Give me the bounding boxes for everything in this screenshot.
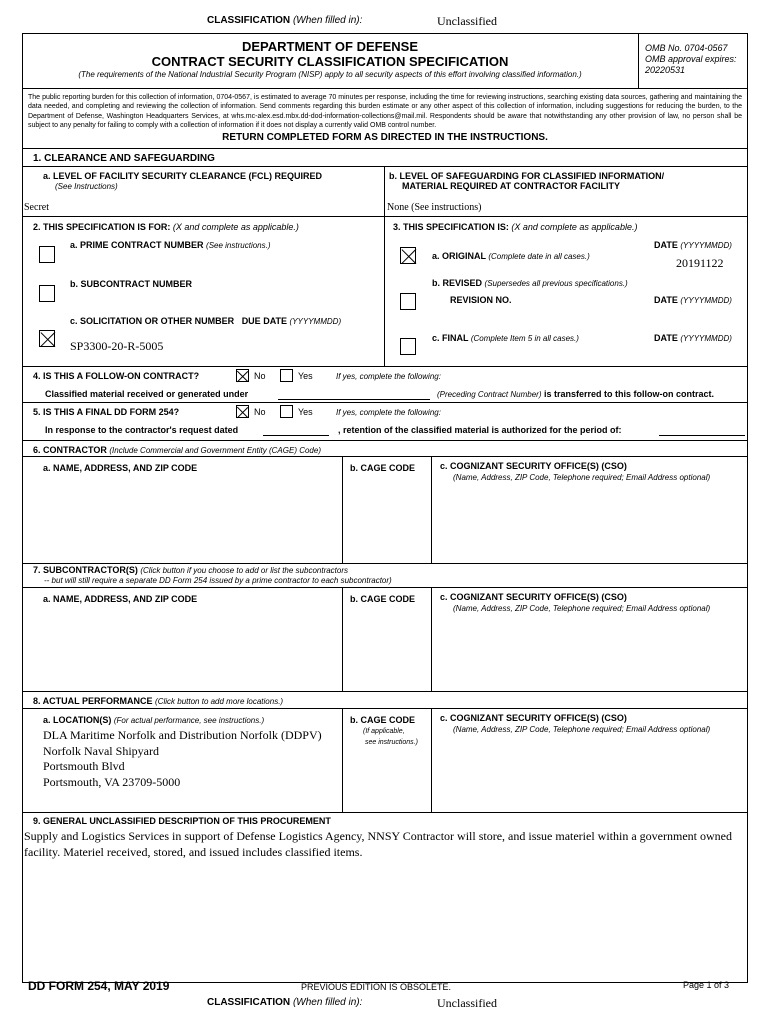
department-title: DEPARTMENT OF DEFENSE <box>242 39 418 54</box>
final-dd254-no-checkbox[interactable] <box>236 405 249 418</box>
performance-cso-label: c. COGNIZANT SECURITY OFFICE(S) (CSO) <box>440 713 627 723</box>
follow-on-line-label: Classified material received or generated under <box>45 389 249 399</box>
revised-checkbox[interactable] <box>400 293 416 310</box>
solicitation-check-mark <box>40 331 54 346</box>
request-date-field[interactable] <box>263 427 329 436</box>
revised-label: b. REVISED (Supersedes all previous specifications.) <box>432 278 628 288</box>
final-label: c. FINAL (Complete Item 5 in all cases.) <box>432 333 579 343</box>
final-dd254-yes-checkbox[interactable] <box>280 405 293 418</box>
follow-on-no-checkbox[interactable] <box>236 369 249 382</box>
safeguarding-label-line1: b. LEVEL OF SAFEGUARDING FOR CLASSIFIED INFORMATION/ <box>389 171 665 181</box>
burden-statement: The public reporting burden for this collection of information, 0704-0567, is estimated to average 70 minutes per response, including the time for reviewing instructions, searching existing data sources, gathering and maintaining the data needed, and completing and reviewing the collection of information. Send comments regarding this burden estimate or any other aspect of this collection of information, including suggestions for reducing the burden, to the Department of Defense, Washington Headquarters Services, at whs.mc-alex.esd.mbx.dd-dod-information-collections@mail.mil. Respondents should be aware that notwithstanding any other provision of law, no person shall be subject to any penalty for failing to comply with a collection of information if it does not display a currently valid OMB control number. <box>28 94 742 129</box>
contractor-cage-label: b. CAGE CODE <box>350 463 416 473</box>
final-dd254-yes-label: Yes <box>298 407 313 417</box>
contractor-cso-label: c. COGNIZANT SECURITY OFFICE(S) (CSO) <box>440 461 627 471</box>
final-dd254-no-check-mark <box>237 406 248 417</box>
form-subtitle: (The requirements of the National Industrial Security Program (NISP) apply to all security aspects of this effort involving classified information.) <box>78 70 582 79</box>
final-checkbox[interactable] <box>400 338 416 355</box>
follow-on-question: 4. IS THIS A FOLLOW-ON CONTRACT? <box>33 371 200 381</box>
original-checkbox[interactable] <box>400 247 416 264</box>
prime-contract-label: a. PRIME CONTRACT NUMBER (See instructions.) <box>70 240 271 250</box>
contractor-request-label: In response to the contractor's request dated <box>45 425 239 435</box>
location-label: a. LOCATION(S) (For actual performance, see instructions.) <box>43 715 265 725</box>
revised-date-label: DATE (YYYYMMDD) <box>654 295 732 305</box>
follow-on-if-yes: If yes, complete the following: <box>336 372 441 381</box>
performance-cage-note-1: (If applicable, <box>363 728 405 735</box>
section-9-title: 9. GENERAL UNCLASSIFIED DESCRIPTION OF THIS PROCUREMENT <box>33 816 331 826</box>
performance-cage-note-2: see instructions.) <box>365 739 418 746</box>
subcontract-checkbox[interactable] <box>39 285 55 302</box>
section-3-title: 3. THIS SPECIFICATION IS: (X and complete as applicable.) <box>393 222 638 232</box>
final-dd254-no-label: No <box>254 407 266 417</box>
performance-cso-note: (Name, Address, ZIP Code, Telephone required; Email Address optional) <box>453 725 711 734</box>
obsolete-notice: PREVIOUS EDITION IS OBSOLETE. <box>301 982 452 992</box>
footer-classification-label: CLASSIFICATION (When filled in): <box>207 997 363 1008</box>
fcl-label: a. LEVEL OF FACILITY SECURITY CLEARANCE (FCL) REQUIRED <box>43 171 323 181</box>
follow-on-yes-label: Yes <box>298 371 313 381</box>
subcontract-label: b. SUBCONTRACT NUMBER <box>70 279 192 289</box>
subcontractor-name-label: a. NAME, ADDRESS, AND ZIP CODE <box>43 594 198 604</box>
solicitation-label: c. SOLICITATION OR OTHER NUMBER DUE DATE (YYYYMMDD) <box>70 316 342 326</box>
omb-info: OMB No. 0704-0567 OMB approval expires: 20220531 <box>645 43 737 75</box>
section-8-title: 8. ACTUAL PERFORMANCE (Click button to add more locations.) <box>33 696 284 706</box>
fcl-instructions: (See Instructions) <box>55 182 118 191</box>
contractor-cso-note: (Name, Address, ZIP Code, Telephone required; Email Address optional) <box>453 473 711 482</box>
page-number: Page 1 of 3 <box>683 980 730 990</box>
form-number: DD FORM 254, MAY 2019 <box>28 979 170 993</box>
subcontractor-cage-label: b. CAGE CODE <box>350 594 416 604</box>
footer-classification-value: Unclassified <box>437 996 497 1010</box>
section-7-title: 7. SUBCONTRACTOR(S) (Click button if you choose to add or list the subcontractors <box>33 565 349 575</box>
classification-label: CLASSIFICATION (When filled in): <box>207 15 363 26</box>
safeguarding-value[interactable]: None (See instructions) <box>387 202 482 213</box>
return-instructions: RETURN COMPLETED FORM AS DIRECTED IN THE INSTRUCTIONS. <box>222 132 548 143</box>
preceding-contract-field[interactable] <box>278 391 430 400</box>
solicitation-number[interactable]: SP3300-20-R-5005 <box>70 339 164 353</box>
performance-cage-label: b. CAGE CODE <box>350 715 416 725</box>
retention-period-field[interactable] <box>659 427 745 436</box>
original-label: a. ORIGINAL (Complete date in all cases.) <box>432 251 590 261</box>
subcontractor-cso-note: (Name, Address, ZIP Code, Telephone required; Email Address optional) <box>453 604 711 613</box>
original-date-label: DATE (YYYYMMDD) <box>654 240 732 250</box>
procurement-description[interactable]: Supply and Logistics Services in support of Defense Logistics Agency, NNSY Contractor will store, and issue materiel within a government owned facility. Materiel received, stored, and issued includes classified items. <box>24 829 732 859</box>
fcl-value[interactable]: Secret <box>24 202 49 213</box>
original-check-mark <box>401 248 415 263</box>
contractor-name-label: a. NAME, ADDRESS, AND ZIP CODE <box>43 463 198 473</box>
section-1-title: 1. CLEARANCE AND SAFEGUARDING <box>33 153 215 164</box>
safeguarding-label-line2: MATERIAL REQUIRED AT CONTRACTOR FACILITY <box>402 181 620 191</box>
prime-contract-checkbox[interactable] <box>39 246 55 263</box>
location-value[interactable]: DLA Maritime Norfolk and Distribution Norfolk (DDPV) Norfolk Naval Shipyard Portsmouth Blvd Portsmouth, VA 23709-5000 <box>43 728 322 789</box>
follow-on-yes-checkbox[interactable] <box>280 369 293 382</box>
section-7-note: -- but will still require a separate DD Form 254 issued by a prime contractor to each subcontractor) <box>44 576 392 585</box>
subcontractor-cso-label: c. COGNIZANT SECURITY OFFICE(S) (CSO) <box>440 592 627 602</box>
retention-label: , retention of the classified material is authorized for the period of: <box>338 425 622 435</box>
follow-on-no-check-mark <box>237 370 248 381</box>
form-title: CONTRACT SECURITY CLASSIFICATION SPECIFICATION <box>151 54 509 69</box>
final-date-label: DATE (YYYYMMDD) <box>654 333 732 343</box>
classification-value: Unclassified <box>437 14 497 28</box>
section-6-title: 6. CONTRACTOR (Include Commercial and Government Entity (CAGE) Code) <box>33 445 321 455</box>
original-date-value[interactable]: 20191122 <box>676 256 724 270</box>
follow-on-no-label: No <box>254 371 266 381</box>
section-2-title: 2. THIS SPECIFICATION IS FOR: (X and complete as applicable.) <box>33 222 299 232</box>
final-dd254-if-yes: If yes, complete the following: <box>336 408 441 417</box>
final-dd254-question: 5. IS THIS A FINAL DD FORM 254? <box>33 407 180 417</box>
follow-on-transfer: (Preceding Contract Number) is transferred to this follow-on contract. <box>437 389 715 399</box>
solicitation-checkbox[interactable] <box>39 330 55 347</box>
revision-number-label: REVISION NO. <box>450 295 512 305</box>
